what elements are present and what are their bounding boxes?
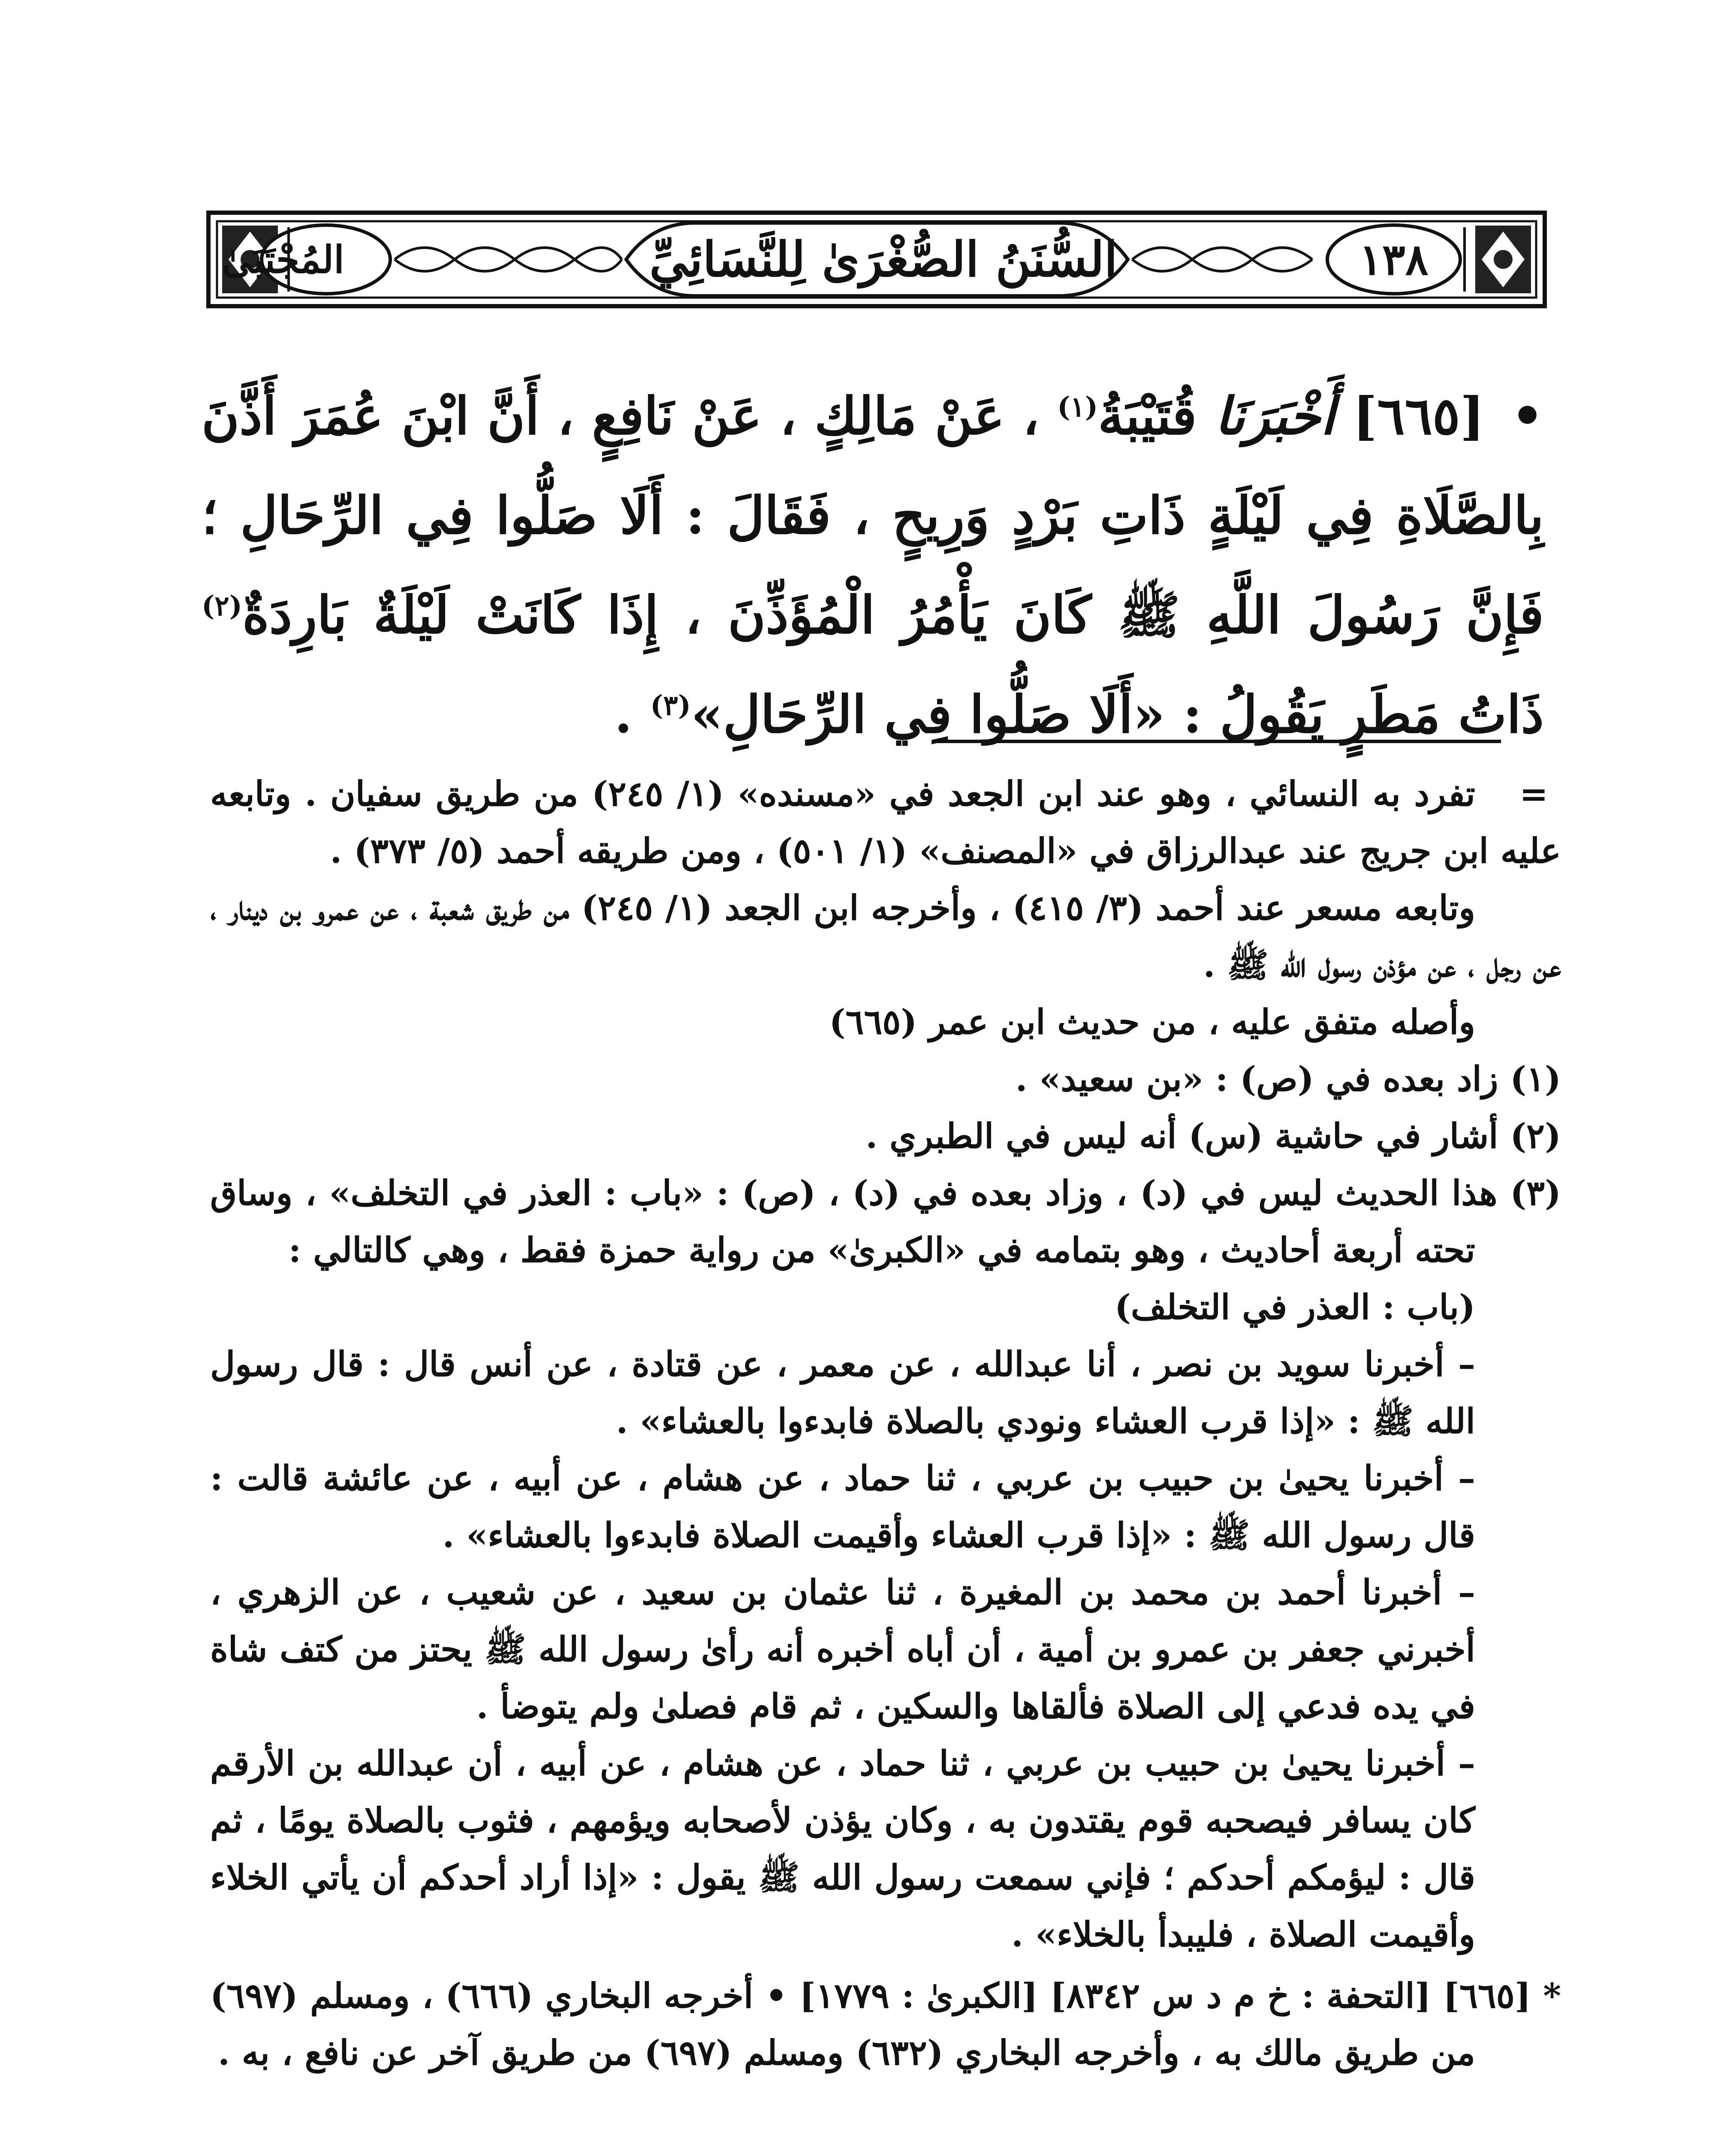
- akhbarana-word: أَخْبَرَنَا: [1215, 386, 1335, 446]
- footnote-3-hadith-3: – أخبرنا أحمد بن محمد بن المغيرة ، ثنا عثمان بن سعيد ، عن شعيب ، عن الزهري ، أخبرني جعفر بن عمرو بن أمية ، أن أباه أخبره أنه رأىٰ رسول الله ﷺ يحتز من كتف شاة في يده فدعي إلى الصلاة فألقاها والسكين ، ثم قام فصلىٰ ولم يتوضأ .: [210, 1572, 1476, 1726]
- hadith-number: [٦٦٥]: [1353, 386, 1485, 446]
- hadith-body-1: ، عَنْ مَالِكٍ ، عَنْ نَافِعٍ ، أَنَّ ابْنَ عُمَرَ أَذَّنَ بِالصَّلَاةِ فِي لَيْلَةٍ ذَاتِ بَرْدٍ وَرِيحٍ ، فَقَالَ : أَلَا صَلُّوا فِي الرِّحَالِ ؛ فَإِنَّ رَسُولَ اللَّهِ ﷺ كَانَ يَأْمُرُ الْمُؤَذِّنَ ، إِذَا كَانَتْ لَيْلَةٌ بَارِدَةٌ: [202, 386, 1544, 645]
- footnote-1: (١) زاد بعده في (ص) : «بن سعيد» .: [1015, 1059, 1561, 1099]
- footnote-ref-2: (٢): [202, 590, 242, 622]
- hadith-body-2: ذَاتُ مَطَرٍ يَقُولُ :: [1183, 684, 1544, 745]
- page-header: [206, 210, 1547, 309]
- footnote-2: (٢) أشار في حاشية (س) أنه ليس في الطبري .: [865, 1116, 1561, 1156]
- footnote-intro-3: وأصله متفق عليه ، من حديث ابن عمر (٦٦٥): [829, 1002, 1475, 1042]
- narrator-qutaybah: قُتَيْبَةُ: [1098, 386, 1197, 446]
- prophet-quote: «أَلَا صَلُّوا فِي الرِّحَالِ»: [691, 684, 1165, 745]
- page-number: ١٣٨: [1359, 234, 1429, 285]
- footnote-separator: [935, 740, 1501, 743]
- hadith-bullet: •: [1511, 386, 1544, 446]
- footnote-3-hadith-1: – أخبرنا سويد بن نصر ، أنا عبدالله ، عن معمر ، عن قتادة ، عن أنس قال : قال رسول الله ﷺ : «إذا قرب العشاء ونودي بالصلاة فابدءوا بالعشاء» .: [210, 1344, 1475, 1441]
- footnote-ref-1: (١): [1057, 391, 1098, 423]
- takhrij-mark: *: [1543, 1975, 1561, 2016]
- hadith-text: [202, 367, 1544, 765]
- takhrij-note: [210, 1967, 1561, 2081]
- continuation-mark: =: [1519, 774, 1548, 814]
- footnote-3: (٣) هذا الحديث ليس في (د) ، وزاد بعده في (د) ، (ص) : «باب : العذر في التخلف» ، وساق تحته أربعة أحاديث ، وهو بتمامه في «الكبرىٰ» من رواية حمزة فقط ، وهي كالتالي :: [210, 1173, 1561, 1270]
- footnote-3-hadith-2: – أخبرنا يحيىٰ بن حبيب بن عربي ، ثنا حماد ، عن هشام ، عن أبيه ، عن عائشة قالت : قال رسول الله ﷺ : «إذا قرب العشاء وأقيمت الصلاة فابدءوا بالعشاء» .: [210, 1458, 1475, 1555]
- header-ornament-right: [1475, 226, 1531, 293]
- footnote-3-hadith-4: – أخبرنا يحيىٰ بن حبيب بن عربي ، ثنا حماد ، عن هشام ، عن أبيه ، أن عبدالله بن الأرقم كان يسافر فيصحبه قوم يقتدون به ، وكان يؤذن لأصحابه ويؤمهم ، فثوب بالصلاة يومًا ، ثم قال : ليؤمكم أحدكم ؛ فإني سمعت رسول الله ﷺ يقول : «إذا أراد أحدكم أن يأتي الخلاء وأقيمت الصلاة ، فليبدأ بالخلاء» .: [210, 1743, 1475, 1954]
- takhrij-text: [٦٦٥] [التحفة : خ م د س ٨٣٤٢] [الكبرىٰ : ١٧٧٩] • أخرجه البخاري (٦٦٦) ، ومسلم (٦٩٧) من طريق مالك به ، وأخرجه البخاري (٦٣٢) ومسلم (٦٩٧) من طريق آخر عن نافع ، به .: [210, 1975, 1531, 2073]
- footnote-ref-3: (٣): [650, 690, 691, 722]
- footnote-intro-2: وتابعه مسعر عند أحمد (٣/ ٤١٥) ، وأخرجه ابن الجعد (١/ ٢٤٥) من طريق شعبة ، عن عمرو بن دينار ، عن رجل ، عن مؤذن رسول الله ﷺ .: [210, 888, 1561, 985]
- footnotes: [210, 765, 1561, 2081]
- book-title: السُّنَنُ الصُّغْرَىٰ لِلنَّسَائِيِّ: [649, 231, 1118, 288]
- volume-tag: المُجْتَبَىٰ: [222, 237, 344, 282]
- footnote-3-heading: (باب : العذر في التخلف): [1114, 1287, 1475, 1327]
- footnote-intro-1: تفرد به النسائي ، وهو عند ابن الجعد في «مسنده» (١/ ٢٤٥) من طريق سفيان . وتابعه عليه ابن جريج عند عبدالرزاق في «المصنف» (١/ ٥٠١) ، ومن طريقه أحمد (٥/ ٣٧٣) .: [210, 774, 1561, 871]
- hadith-end: .: [614, 684, 633, 745]
